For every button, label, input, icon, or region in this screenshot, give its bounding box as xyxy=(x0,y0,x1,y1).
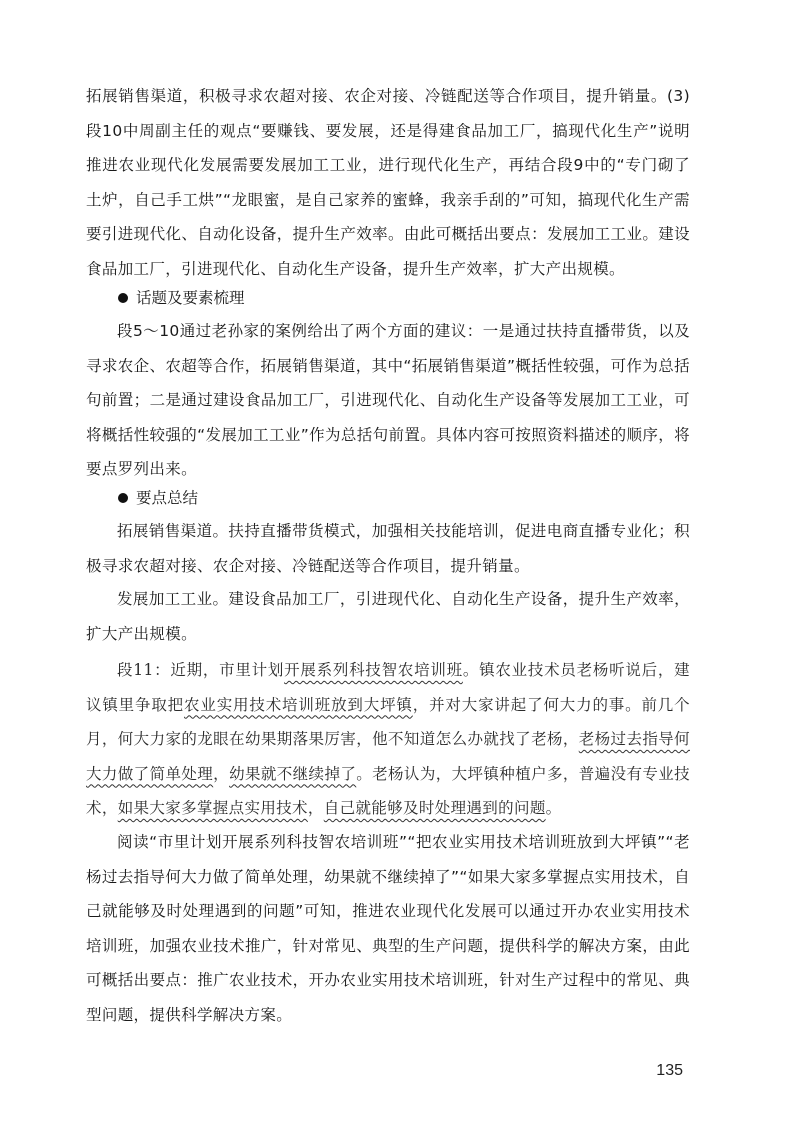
paragraph-summary-point-1: 拓展销售渠道。扶持直播带货模式，加强相关技能培训，促进电商直播专业化；积极寻求农超对接、农企对接、冷链配送等合作项目，提升销量。 xyxy=(86,522,690,575)
paragraph-source-11 xyxy=(86,653,690,826)
heading-text: 话题及要素梳理 xyxy=(136,289,245,307)
text-segment: 。镇农业技术员老杨听说后，建议镇里争取把 xyxy=(86,661,690,714)
heading-text: 要点总结 xyxy=(136,489,199,507)
underlined-key-phrase: 农业实用技术培训班放到大坪镇 xyxy=(184,695,413,714)
text-segment: ， xyxy=(307,799,324,817)
underlined-key-phrase: 自己就能够及时处理遇到的问题 xyxy=(323,799,546,817)
bullet-icon xyxy=(118,293,128,303)
section-heading-summary xyxy=(118,483,198,513)
underlined-key-phrase: 老杨过去指导何大力做了简单处理 xyxy=(86,730,690,783)
underlined-key-phrase: 如果大家多掌握点实用技术 xyxy=(117,799,308,817)
section-heading-topic xyxy=(118,283,245,313)
underlined-key-phrase: 开展系列科技智农培训班 xyxy=(284,661,463,679)
text-segment: 。老杨认为，大坪镇种植户多，普遍没有专业技术， xyxy=(86,764,690,817)
paragraph-reading-analysis: 阅读“市里计划开展系列科技智农培训班”“把农业实用技术培训班放到大坪镇”“老杨过去指导何大力做了简单处理，幼果就不继续掉了”“如果大家多掌握点实用技术，自己就能够及时处理遇到的问题”可知，推进农业现代化发展可以通过开办农业实用技术培训班，加强农业技术推广，针对常见、典型的生产问题，提供科学的解决方案，由此可概括出要点：推广农业技术，开办农业实用技术培训班，针对生产过程中的常见、典型问题，提供科学解决方案。 xyxy=(86,833,690,1024)
underlined-key-phrase: 幼果就不继续掉了 xyxy=(229,764,357,783)
text-segment: 。 xyxy=(545,799,562,817)
paragraph-analysis-3: 拓展销售渠道，积极寻求农超对接、农企对接、冷链配送等合作项目，提升销量。(3) 段10中周副主任的观点“要赚钱、要发展，还是得建食品加工厂，搞现代化生产”说明推进农业现代化发展需要发展加工工业，进行现代化生产，再结合段9中的“专门砌了土炉，自己手工烘”“龙眼蜜，是自己家养的蜜蜂，我亲手刮的”可知，搞现代化生产需要引进现代化、自动化设备，提升生产效率。由此可概括出要点：发展加工工业。建设食品加工厂，引进现代化、自动化生产设备，提升生产效率，扩大产出规模。 xyxy=(86,87,690,278)
paragraph-topic-elements: 段5～10通过老孙家的案例给出了两个方面的建议：一是通过扶持直播带货，以及寻求农企、农超等合作，拓展销售渠道，其中“拓展销售渠道”概括性较强，可作为总括句前置；二是通过建设食品加工厂，引进现代化、自动化生产设备等发展加工工业，可将概括性较强的“发展加工工业”作为总括句前置。具体内容可按照资料描述的顺序，将要点罗列出来。 xyxy=(86,322,690,478)
text-segment: ， xyxy=(213,764,230,783)
bullet-icon xyxy=(118,493,128,503)
text-segment: 段11：近期，市里计划 xyxy=(117,661,285,679)
paragraph-summary-point-2: 发展加工工业。建设食品加工厂，引进现代化、自动化生产设备，提升生产效率，扩大产出规模。 xyxy=(86,590,690,643)
page-number: 135 xyxy=(656,1062,683,1079)
text-segment: ，并对大家讲起了何大力的事。前几个月，何大力家的龙眼在幼果期落果厉害，他不知道怎么办就找了老杨， xyxy=(86,695,690,748)
